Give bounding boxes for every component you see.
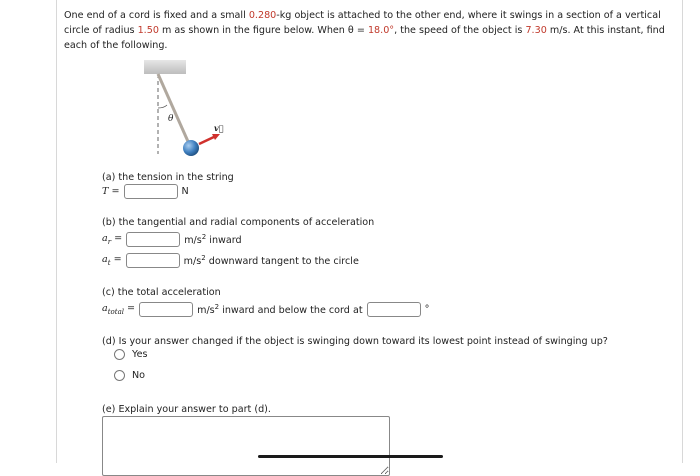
part-e-label: (e) Explain your answer to part (d). <box>102 404 271 415</box>
radio-option-yes[interactable] <box>114 349 148 360</box>
speed-value: 7.30 <box>525 25 547 36</box>
radial-accel-unit: $m/s^2$ inward <box>184 232 242 247</box>
theta-label: θ <box>168 114 174 124</box>
radial-accel-var: $a_r$ = <box>102 233 123 246</box>
theta-arc <box>158 105 167 108</box>
part-b-label: (b) the tangential and radial components of acceleration <box>102 217 375 228</box>
ball <box>183 140 199 156</box>
part-a-row <box>102 184 189 199</box>
part-b-tangential-row <box>102 253 359 268</box>
radial-accel-input[interactable] <box>126 232 180 247</box>
intro-text-1: One end of a cord is fixed and a small <box>64 10 249 21</box>
horizontal-scrollbar[interactable] <box>258 455 443 458</box>
tension-unit: N <box>181 186 189 197</box>
part-a-label: (a) the tension in the string <box>102 172 234 183</box>
radio-yes-label: Yes <box>132 349 148 360</box>
velocity-label: v⃗ <box>214 123 224 133</box>
total-accel-var: $a_{total}$ = <box>102 303 136 316</box>
total-accel-input[interactable] <box>139 302 193 317</box>
total-accel-angle-input[interactable] <box>367 302 421 317</box>
intro-text-3: m as shown in the figure below. When θ = <box>158 25 368 36</box>
tangential-accel-unit: $m/s^2$ downward tangent to the circle <box>183 253 359 268</box>
part-d-label: (d) Is your answer changed if the object is swinging down toward its lowest point instead of swinging up? <box>102 336 608 347</box>
intro-text-2: -kg object is attached to the other end, where it swings in a section of a vertical circle of radius <box>64 10 661 36</box>
tension-input[interactable] <box>124 184 178 199</box>
ceiling-support <box>144 60 186 74</box>
radio-no-label: No <box>132 370 146 381</box>
radio-option-no[interactable] <box>114 370 145 381</box>
tangential-accel-var: $a_t$ = <box>102 254 122 267</box>
total-accel-unit: $m/s^2$ inward and below the cord at <box>197 302 363 317</box>
tension-var: T = <box>102 186 120 197</box>
intro-text-4: , the speed of the object is <box>394 25 526 36</box>
part-c-label: (c) the total acceleration <box>102 287 221 298</box>
radio-no-button[interactable] <box>114 370 125 381</box>
cord <box>158 74 190 146</box>
tangential-accel-input[interactable] <box>126 253 180 268</box>
angle-value: 18.0° <box>367 25 395 36</box>
part-b-radial-row <box>102 232 242 247</box>
radio-yes-button[interactable] <box>114 349 125 360</box>
mass-value: 0.280 <box>248 10 277 21</box>
intro-text-5: m/s. At this instant, find each of the following. <box>64 25 665 51</box>
radius-value: 1.50 <box>137 25 159 36</box>
problem-statement <box>64 8 679 53</box>
explanation-textarea[interactable] <box>102 416 390 476</box>
degree-symbol: ° <box>424 304 430 315</box>
part-c-row <box>102 302 429 317</box>
pendulum-figure <box>140 58 250 168</box>
velocity-arrow-shaft <box>199 136 216 144</box>
